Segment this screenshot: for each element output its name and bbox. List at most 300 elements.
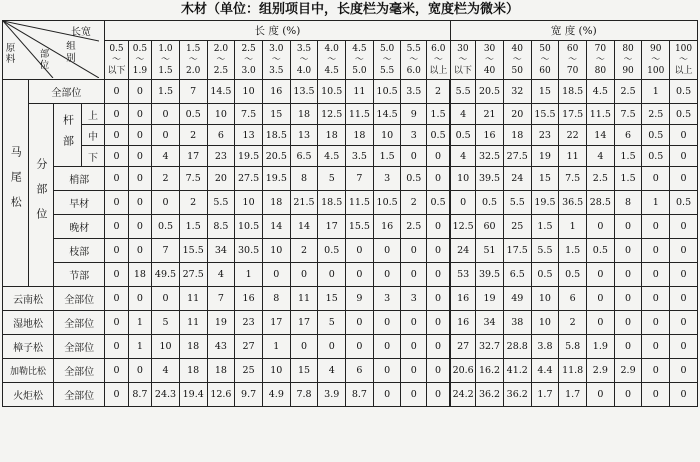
value-cell: 11 xyxy=(179,287,207,311)
value-cell: 0 xyxy=(128,104,151,125)
value-cell: 0 xyxy=(346,335,374,359)
value-cell: 0 xyxy=(427,239,451,263)
value-cell: 1.5 xyxy=(179,215,207,239)
value-cell: 49.5 xyxy=(152,263,180,287)
value-cell: 0 xyxy=(105,191,128,215)
value-cell: 20 xyxy=(207,167,235,191)
value-cell: 19.5 xyxy=(235,146,263,167)
value-cell: 0 xyxy=(346,239,374,263)
range-from: 2.0 xyxy=(213,43,229,54)
value-cell: 3 xyxy=(373,287,401,311)
value-cell: 27.5 xyxy=(179,263,207,287)
value-cell: 0 xyxy=(373,239,401,263)
value-cell: 0.5 xyxy=(427,191,451,215)
corner-label-left1: 原 料 xyxy=(5,43,16,65)
value-cell: 0.5 xyxy=(670,191,698,215)
value-cell: 0 xyxy=(128,167,151,191)
value-cell: 7.5 xyxy=(235,104,263,125)
value-cell: 0.5 xyxy=(559,263,587,287)
value-cell: 10.5 xyxy=(318,80,346,104)
value-cell: 0 xyxy=(642,287,670,311)
value-cell: 18 xyxy=(128,263,151,287)
value-cell: 0.5 xyxy=(642,146,670,167)
value-cell: 1 xyxy=(642,80,670,104)
value-cell: 0 xyxy=(373,263,401,287)
value-cell: 14.5 xyxy=(373,104,401,125)
value-cell: 3.5 xyxy=(401,80,427,104)
species-row xyxy=(3,287,698,311)
value-cell: 18 xyxy=(346,125,374,146)
value-cell: 16 xyxy=(235,287,263,311)
value-cell: 23 xyxy=(531,125,559,146)
value-cell: 0 xyxy=(642,383,670,407)
value-cell: 0 xyxy=(614,287,642,311)
value-cell: 0 xyxy=(401,335,427,359)
row-label: 全部位 xyxy=(54,335,105,359)
length_ranges-range-3 xyxy=(179,41,207,80)
value-cell: 0 xyxy=(427,263,451,287)
fiber-data-table xyxy=(2,20,698,407)
value-cell: 25 xyxy=(503,215,531,239)
value-cell: 0 xyxy=(614,335,642,359)
value-cell: 14 xyxy=(290,215,318,239)
value-cell: 5.5 xyxy=(503,191,531,215)
range-to: 90 xyxy=(622,65,634,76)
corner-label-left2: 部 位 xyxy=(39,49,50,71)
range-to: 2.5 xyxy=(213,65,229,76)
length_ranges-range-1 xyxy=(128,41,151,80)
value-cell: 15.5 xyxy=(531,104,559,125)
value-cell: 0 xyxy=(373,359,401,383)
value-cell: 13 xyxy=(290,125,318,146)
row-label: 全部位 xyxy=(54,359,105,383)
range-from: 4.0 xyxy=(324,43,339,54)
range-tilde: ～ xyxy=(354,54,364,65)
value-cell: 18 xyxy=(179,335,207,359)
value-cell: 16 xyxy=(373,215,401,239)
width-header: 宽 度 (%) xyxy=(450,21,697,41)
value-cell: 4 xyxy=(587,146,615,167)
range-from: 30 xyxy=(457,43,469,54)
value-cell: 5 xyxy=(318,311,346,335)
value-cell: 2.9 xyxy=(614,359,642,383)
value-cell: 19.4 xyxy=(179,383,207,407)
value-cell: 10 xyxy=(262,359,290,383)
range-from: 100 xyxy=(674,43,693,54)
value-cell: 0 xyxy=(670,239,698,263)
value-cell: 2.5 xyxy=(587,167,615,191)
row-label: 全部位 xyxy=(28,80,105,104)
range-tilde: ～ xyxy=(188,54,198,65)
value-cell: 16.2 xyxy=(476,359,504,383)
value-cell: 11.5 xyxy=(587,104,615,125)
value-cell: 17 xyxy=(262,311,290,335)
species-name: 樟子松 xyxy=(3,335,54,359)
value-cell: 0 xyxy=(587,383,615,407)
value-cell: 4 xyxy=(450,146,476,167)
gan-label: 杆部 xyxy=(54,104,82,167)
value-cell: 34 xyxy=(207,239,235,263)
value-cell: 8 xyxy=(614,191,642,215)
value-cell: 2 xyxy=(401,191,427,215)
value-cell: 1.7 xyxy=(559,383,587,407)
species-row xyxy=(3,335,698,359)
value-cell: 16 xyxy=(450,311,476,335)
value-cell: 1.5 xyxy=(152,80,180,104)
value-cell: 0.5 xyxy=(427,125,451,146)
value-cell: 0 xyxy=(642,335,670,359)
value-cell: 0 xyxy=(105,359,128,383)
value-cell: 0 xyxy=(614,383,642,407)
range-from: 4.5 xyxy=(352,43,367,54)
value-cell: 21.5 xyxy=(290,191,318,215)
value-cell: 12.5 xyxy=(318,104,346,125)
value-cell: 2.5 xyxy=(614,80,642,104)
width_ranges-range-1 xyxy=(476,41,504,80)
value-cell: 10.5 xyxy=(373,80,401,104)
mawei-wancai-row xyxy=(3,215,698,239)
value-cell: 0 xyxy=(401,383,427,407)
value-cell: 7.5 xyxy=(179,167,207,191)
range-tilde: ～ xyxy=(540,54,550,65)
value-cell: 14.5 xyxy=(207,80,235,104)
value-cell: 0.5 xyxy=(531,263,559,287)
range-tilde: ～ xyxy=(512,54,522,65)
range-to: 40 xyxy=(483,65,496,76)
value-cell: 0 xyxy=(105,263,128,287)
value-cell: 0 xyxy=(587,287,615,311)
value-cell: 10 xyxy=(235,191,263,215)
value-cell: 0 xyxy=(105,125,128,146)
value-cell: 20 xyxy=(503,104,531,125)
value-cell: 11 xyxy=(179,311,207,335)
value-cell: 0 xyxy=(373,335,401,359)
value-cell: 0 xyxy=(642,263,670,287)
value-cell: 15 xyxy=(318,287,346,311)
value-cell: 0 xyxy=(642,359,670,383)
value-cell: 0 xyxy=(318,335,346,359)
value-cell: 15 xyxy=(531,80,559,104)
value-cell: 0 xyxy=(373,311,401,335)
length_ranges-range-5 xyxy=(235,41,263,80)
width_ranges-range-8 xyxy=(670,41,698,80)
value-cell: 0 xyxy=(128,80,151,104)
value-cell: 0 xyxy=(128,125,151,146)
value-cell: 8.7 xyxy=(346,383,374,407)
value-cell: 36.5 xyxy=(559,191,587,215)
value-cell: 4 xyxy=(207,263,235,287)
value-cell: 1.5 xyxy=(559,239,587,263)
value-cell: 0 xyxy=(670,311,698,335)
value-cell: 18.5 xyxy=(559,80,587,104)
corner-label-mid: 组 别 xyxy=(66,41,76,64)
value-cell: 2 xyxy=(179,125,207,146)
range-tilde: ～ xyxy=(160,54,170,65)
value-cell: 10.5 xyxy=(235,215,263,239)
range-header-row xyxy=(3,41,698,80)
range-from: 50 xyxy=(539,43,551,54)
value-cell: 43 xyxy=(207,335,235,359)
value-cell: 49 xyxy=(503,287,531,311)
value-cell: 15.5 xyxy=(346,215,374,239)
value-cell: 6 xyxy=(614,125,642,146)
value-cell: 0 xyxy=(427,335,451,359)
value-cell: 4.4 xyxy=(531,359,559,383)
value-cell: 1 xyxy=(559,215,587,239)
value-cell: 0.5 xyxy=(587,239,615,263)
value-cell: 0 xyxy=(587,263,615,287)
value-cell: 12.6 xyxy=(207,383,235,407)
range-tilde: ～ xyxy=(111,54,121,65)
length-header: 长 度 (%) xyxy=(105,21,450,41)
row-label: 全部位 xyxy=(54,287,105,311)
row-label: 上 xyxy=(81,104,104,125)
length_ranges-range-9 xyxy=(346,41,374,80)
range-to: 5.0 xyxy=(352,65,367,76)
value-cell: 0.5 xyxy=(318,239,346,263)
value-cell: 0 xyxy=(614,263,642,287)
value-cell: 16 xyxy=(450,287,476,311)
value-cell: 0 xyxy=(427,359,451,383)
value-cell: 0 xyxy=(128,191,151,215)
length_ranges-range-6 xyxy=(262,41,290,80)
value-cell: 10 xyxy=(262,239,290,263)
species-mawei: 马尾松 xyxy=(3,80,29,287)
value-cell: 6.5 xyxy=(503,263,531,287)
value-cell: 11 xyxy=(290,287,318,311)
range-from: 5.0 xyxy=(379,43,395,54)
value-cell: 0 xyxy=(128,239,151,263)
row-label: 中 xyxy=(81,125,104,146)
value-cell: 0 xyxy=(427,383,451,407)
value-cell: 0 xyxy=(401,146,427,167)
value-cell: 1 xyxy=(128,311,151,335)
value-cell: 0 xyxy=(427,146,451,167)
row-label: 下 xyxy=(81,146,104,167)
value-cell: 1 xyxy=(262,335,290,359)
value-cell: 15 xyxy=(531,167,559,191)
value-cell: 0 xyxy=(290,335,318,359)
value-cell: 3 xyxy=(401,287,427,311)
mawei-zaocai-row xyxy=(3,191,698,215)
value-cell: 21 xyxy=(476,104,504,125)
value-cell: 0 xyxy=(427,287,451,311)
value-cell: 0 xyxy=(670,125,698,146)
value-cell: 27 xyxy=(450,335,476,359)
value-cell: 0 xyxy=(105,383,128,407)
value-cell: 5 xyxy=(152,311,180,335)
length_ranges-range-8 xyxy=(318,41,346,80)
range-from: 3.0 xyxy=(269,43,284,54)
value-cell: 0 xyxy=(614,215,642,239)
value-cell: 10 xyxy=(373,125,401,146)
value-cell: 0 xyxy=(401,263,427,287)
value-cell: 11 xyxy=(346,80,374,104)
value-cell: 0 xyxy=(105,239,128,263)
value-cell: 19.5 xyxy=(262,167,290,191)
value-cell: 7.5 xyxy=(614,104,642,125)
value-cell: 0 xyxy=(427,167,451,191)
value-cell: 0 xyxy=(152,191,180,215)
range-to: 以下 xyxy=(107,65,126,76)
value-cell: 24.3 xyxy=(152,383,180,407)
range-to: 80 xyxy=(594,65,607,76)
value-cell: 5.8 xyxy=(559,335,587,359)
range-tilde: ～ xyxy=(382,54,392,65)
value-cell: 3 xyxy=(401,125,427,146)
value-cell: 16 xyxy=(262,80,290,104)
row-label: 节部 xyxy=(54,263,105,287)
value-cell: 27.5 xyxy=(235,167,263,191)
value-cell: 4 xyxy=(152,146,180,167)
value-cell: 0 xyxy=(105,311,128,335)
range-to: 以下 xyxy=(453,65,472,76)
value-cell: 7 xyxy=(152,239,180,263)
value-cell: 1 xyxy=(642,191,670,215)
range-from: 2.5 xyxy=(241,43,256,54)
value-cell: 12.5 xyxy=(450,215,476,239)
value-cell: 13.5 xyxy=(290,80,318,104)
value-cell: 14 xyxy=(587,125,615,146)
value-cell: 0 xyxy=(105,167,128,191)
value-cell: 2.5 xyxy=(642,104,670,125)
value-cell: 18 xyxy=(318,125,346,146)
range-tilde: ～ xyxy=(485,54,495,65)
value-cell: 7 xyxy=(179,80,207,104)
value-cell: 8.7 xyxy=(128,383,151,407)
range-tilde: ～ xyxy=(651,54,661,65)
range-to: 1.5 xyxy=(158,65,173,76)
value-cell: 0.5 xyxy=(450,125,476,146)
corner-header xyxy=(3,21,105,80)
value-cell: 18 xyxy=(207,359,235,383)
value-cell: 0 xyxy=(105,287,128,311)
value-cell: 4.5 xyxy=(587,80,615,104)
value-cell: 1.5 xyxy=(427,104,451,125)
range-from: 5.5 xyxy=(406,43,421,54)
value-cell: 7.8 xyxy=(290,383,318,407)
value-cell: 0 xyxy=(450,191,476,215)
value-cell: 0 xyxy=(128,146,151,167)
value-cell: 17.5 xyxy=(503,239,531,263)
value-cell: 3 xyxy=(373,167,401,191)
value-cell: 4.5 xyxy=(318,146,346,167)
range-tilde: ～ xyxy=(409,54,419,65)
value-cell: 0.5 xyxy=(179,104,207,125)
value-cell: 3.9 xyxy=(318,383,346,407)
species-name: 火炬松 xyxy=(3,383,54,407)
value-cell: 1 xyxy=(235,263,263,287)
width_ranges-range-7 xyxy=(642,41,670,80)
value-cell: 13 xyxy=(235,125,263,146)
value-cell: 24 xyxy=(503,167,531,191)
range-from: 1.5 xyxy=(186,43,201,54)
value-cell: 9 xyxy=(401,104,427,125)
value-cell: 10 xyxy=(152,335,180,359)
value-cell: 10 xyxy=(531,311,559,335)
row-label: 早材 xyxy=(54,191,105,215)
table-title: 木材（单位：组别项目中，长度栏为毫米，宽度栏为微米） xyxy=(180,2,519,17)
value-cell: 10 xyxy=(450,167,476,191)
value-cell: 9.7 xyxy=(235,383,263,407)
value-cell: 0 xyxy=(318,263,346,287)
value-cell: 51 xyxy=(476,239,504,263)
value-cell: 5.5 xyxy=(450,80,476,104)
value-cell: 2 xyxy=(179,191,207,215)
range-to: 4.5 xyxy=(324,65,339,76)
width_ranges-range-5 xyxy=(587,41,615,80)
range-to: 以上 xyxy=(429,65,448,76)
range-from: 70 xyxy=(594,43,607,54)
value-cell: 0 xyxy=(670,383,698,407)
value-cell: 0 xyxy=(670,215,698,239)
value-cell: 34 xyxy=(476,311,504,335)
value-cell: 15.5 xyxy=(179,239,207,263)
value-cell: 5.5 xyxy=(207,191,235,215)
length_ranges-range-0 xyxy=(105,41,128,80)
length_ranges-range-12 xyxy=(427,41,451,80)
mawei-zhibu-row xyxy=(3,239,698,263)
range-tilde: ～ xyxy=(299,54,309,65)
value-cell: 9 xyxy=(346,287,374,311)
value-cell: 60 xyxy=(476,215,504,239)
mawei-all-row xyxy=(3,80,698,104)
value-cell: 18 xyxy=(262,191,290,215)
range-to: 100 xyxy=(647,65,665,76)
value-cell: 24.2 xyxy=(450,383,476,407)
row-label: 晚材 xyxy=(54,215,105,239)
value-cell: 19 xyxy=(476,287,504,311)
range-to: 60 xyxy=(539,65,551,76)
value-cell: 28.5 xyxy=(587,191,615,215)
range-tilde: ～ xyxy=(595,54,605,65)
value-cell: 3.8 xyxy=(531,335,559,359)
range-to: 4.0 xyxy=(296,65,312,76)
range-from: 0.5 xyxy=(109,43,124,54)
range-tilde: ～ xyxy=(623,54,633,65)
value-cell: 0 xyxy=(642,311,670,335)
mawei-xia-row xyxy=(3,146,698,167)
value-cell: 0 xyxy=(152,287,180,311)
width_ranges-range-3 xyxy=(531,41,559,80)
value-cell: 6.5 xyxy=(290,146,318,167)
value-cell: 6 xyxy=(559,287,587,311)
value-cell: 15 xyxy=(290,359,318,383)
value-cell: 27 xyxy=(235,335,263,359)
value-cell: 53 xyxy=(450,263,476,287)
value-cell: 41.2 xyxy=(503,359,531,383)
range-to: 2.0 xyxy=(186,65,201,76)
value-cell: 0 xyxy=(401,311,427,335)
value-cell: 10.5 xyxy=(373,191,401,215)
value-cell: 0 xyxy=(105,80,128,104)
range-from: 0.5 xyxy=(132,43,148,54)
range-tilde: ～ xyxy=(244,54,254,65)
value-cell: 6 xyxy=(207,125,235,146)
range-to: 1.9 xyxy=(132,65,148,76)
range-tilde: ～ xyxy=(135,54,145,65)
value-cell: 0 xyxy=(401,359,427,383)
value-cell: 0.5 xyxy=(670,104,698,125)
value-cell: 0 xyxy=(670,287,698,311)
value-cell: 5 xyxy=(318,167,346,191)
range-to: 50 xyxy=(511,65,523,76)
value-cell: 2.5 xyxy=(401,215,427,239)
value-cell: 19 xyxy=(207,311,235,335)
value-cell: 2 xyxy=(427,80,451,104)
range-tilde: ～ xyxy=(433,54,443,65)
length_ranges-range-4 xyxy=(207,41,235,80)
